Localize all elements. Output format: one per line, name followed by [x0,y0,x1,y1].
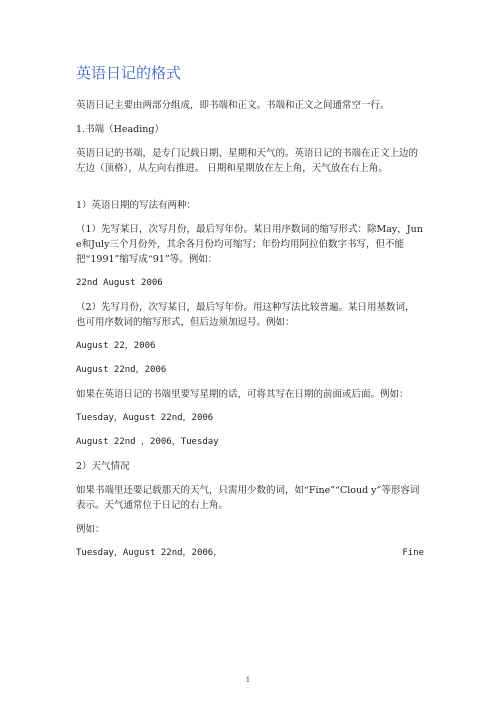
example-2a: August 22，2006 [76,341,156,351]
document-title: 英语日记的格式 [76,64,182,82]
date-method-1: （1）先写某日，次写月份，最后写年份。某日用序数词的缩写形式：除May，June和July三个月份外，其余各月份均可缩写；年份均用阿拉伯数字书写，但不能把“1991”缩写成“91”等。例如： [76,224,423,265]
final-example-line [76,546,424,561]
date-format-intro: 1）英语日期的写法有两种： [76,200,197,211]
weekday-note: 如果在英语日记的书端里要写星期的话，可将其写在日期的前面或后面。例如： [76,389,409,400]
heading-section-title: 1.书端（Heading） [76,124,164,135]
final-date: Tuesday，August 22nd，2006， [76,548,223,558]
document-body [76,62,424,561]
intro-paragraph: 英语日记主要由两部分组成，即书端和正文。书端和正文之间通常空一行。 [76,100,390,111]
heading-description: 英语日记的书端，是专门记载日期、星期和天气的。英语日记的书端在正文上边的左边（顶格），从左向右推进。 日期和星期放在左上角，天气放在右上角。 [76,148,419,174]
example-3b: August 22nd ，2006，Tuesday [76,437,219,447]
example-3a: Tuesday，August 22nd，2006 [76,413,214,423]
example-1: 22nd August 2006 [76,278,163,288]
weather-description: 如果书端里还要记载那天的天气，只需用少数的词，如“Fine”“Cloud y”等形容词表示。天气通常位于日记的右上角。 [76,485,420,511]
page-number: 1 [245,676,251,684]
final-weather: Fine [402,548,424,558]
example-label: 例如： [76,524,105,535]
weather-section-title: 2）天气情况 [76,461,130,472]
example-2b: August 22nd，2006 [76,365,167,375]
date-method-2: （2）先写月份，次写某日，最后写年份。用这种写法比较普遍。某日用基数词，也可用序数词的缩写形式，但后边须加逗号。例如： [76,302,415,328]
